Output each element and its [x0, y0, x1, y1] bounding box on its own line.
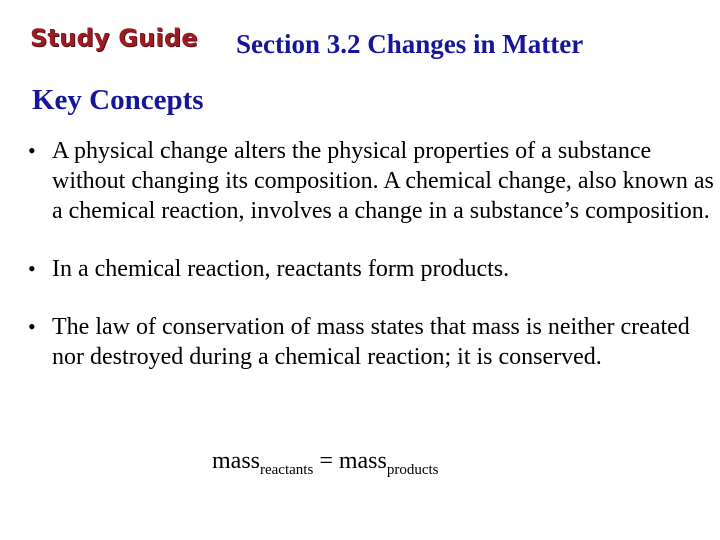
conservation-equation: [212, 448, 439, 479]
equation-rhs-base: mass: [338, 448, 387, 474]
key-concepts-list: [28, 136, 716, 400]
list-item: [28, 312, 716, 372]
study-guide-logo: Study Guide: [30, 24, 198, 52]
bullet-text: In a chemical reaction, reactants form products.: [52, 256, 510, 282]
list-item: [28, 136, 716, 226]
bullet-text: The law of conservation of mass states that mass is neither created nor destroyed during a chemical reaction; it is conserved.: [52, 314, 690, 370]
bullet-icon: •: [28, 256, 36, 281]
bullet-text: A physical change alters the physical properties of a substance without changing its composition. A chemical change, also known as a chemical reaction, involves a change in a substance’s composition.: [52, 138, 714, 224]
equation-operator: =: [313, 448, 339, 474]
section-title: Section 3.2 Changes in Matter: [236, 29, 584, 59]
equation-rhs-subscript: products: [386, 462, 439, 478]
bullet-icon: •: [28, 138, 36, 163]
key-concepts-heading: Key Concepts: [32, 84, 204, 116]
bullet-icon: •: [28, 314, 36, 339]
equation-lhs-base: mass: [212, 448, 260, 474]
equation-lhs-subscript: reactants: [260, 462, 314, 478]
list-item: [28, 254, 716, 284]
